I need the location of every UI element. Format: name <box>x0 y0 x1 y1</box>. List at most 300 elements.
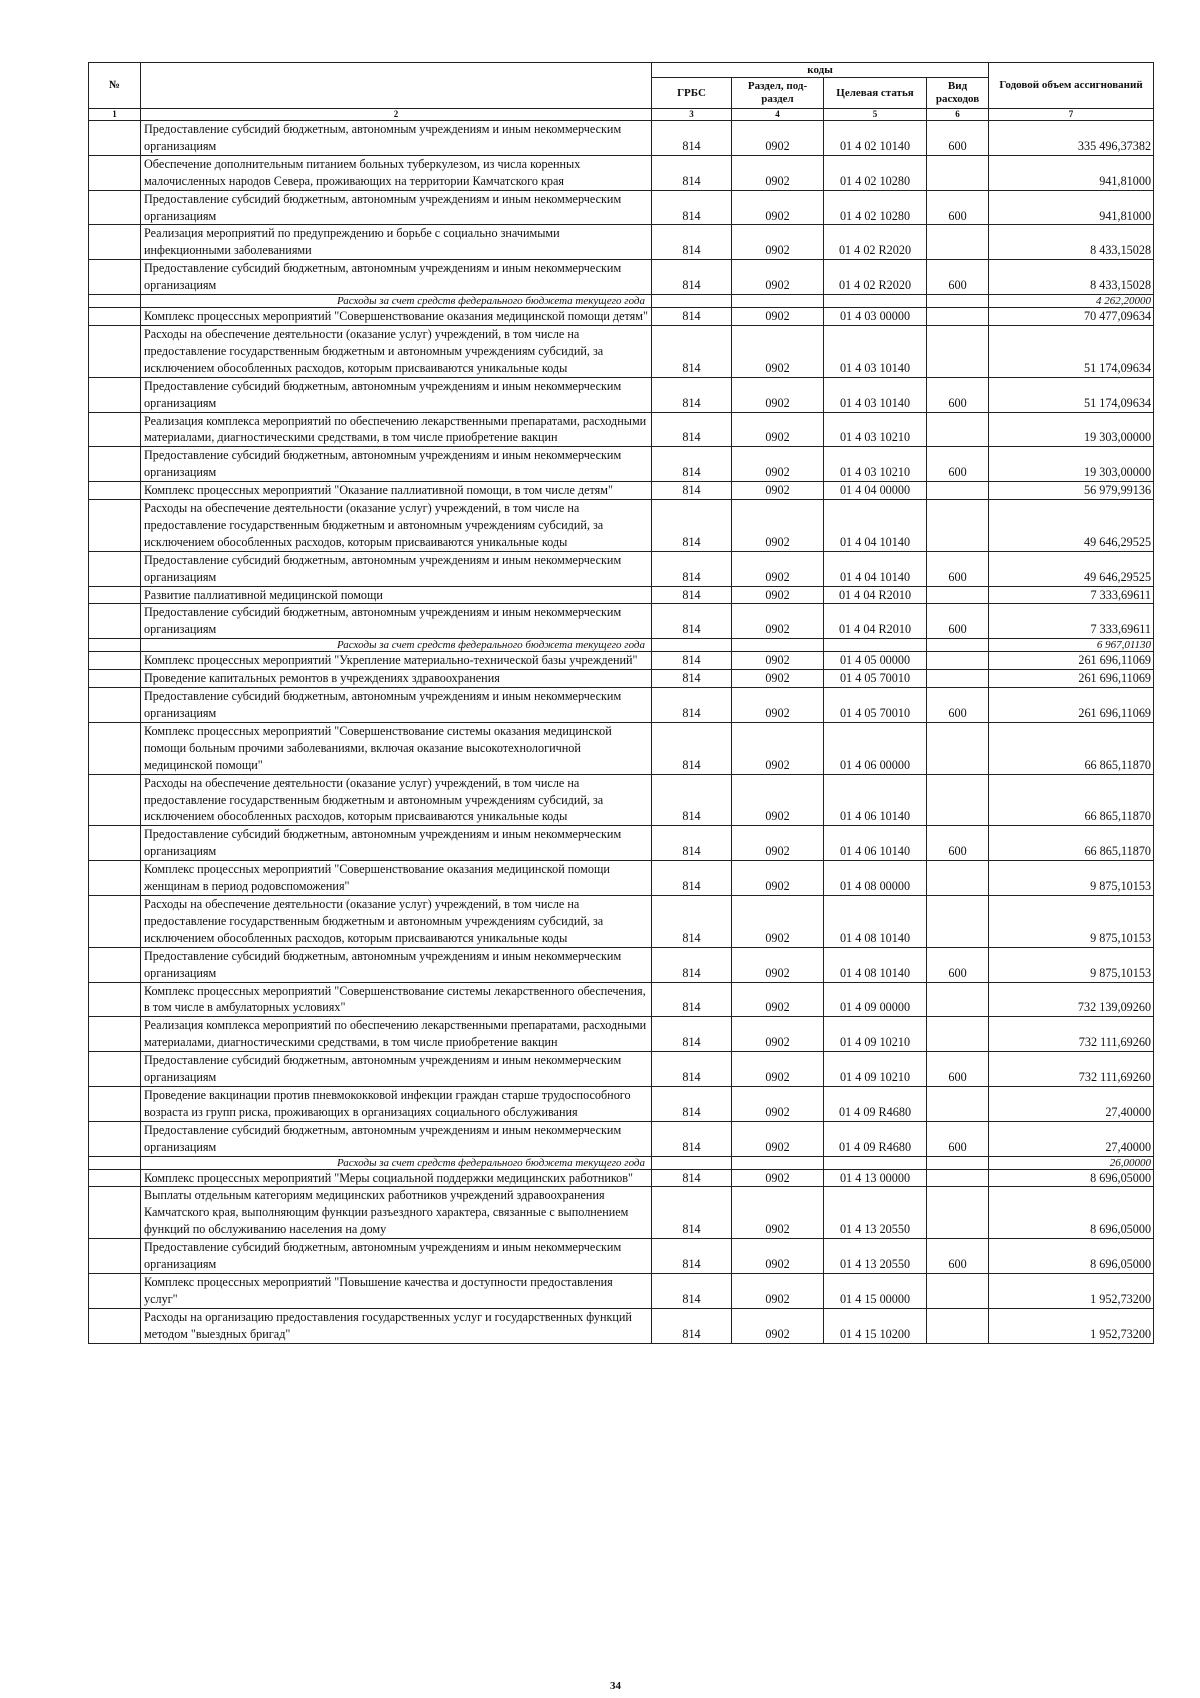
header-number: № <box>89 63 141 109</box>
target-article-cell: 01 4 08 10140 <box>824 895 927 947</box>
grbs-cell: 814 <box>652 500 732 552</box>
row-number-cell <box>89 826 141 861</box>
table-row <box>89 190 1154 225</box>
header-annual-volume: Годовой объем ассигнований <box>989 63 1154 109</box>
federal-budget-row <box>89 639 1154 652</box>
table-row <box>89 377 1154 412</box>
expense-type-cell <box>927 1274 989 1309</box>
expense-type-cell: 600 <box>927 447 989 482</box>
grbs-cell <box>652 295 732 308</box>
row-name-cell: Расходы на обеспечение деятельности (оказание услуг) учреждений, в том числе на предоставление государственным бюджетным и автономным учреждениям субсидий, за исключением обособленных расходов, которым присваиваются уникальные коды <box>141 774 652 826</box>
grbs-cell: 814 <box>652 688 732 723</box>
amount-cell: 9 875,10153 <box>989 895 1154 947</box>
expense-type-cell: 600 <box>927 1121 989 1156</box>
row-number-cell <box>89 895 141 947</box>
row-number-cell <box>89 412 141 447</box>
grbs-cell: 814 <box>652 1086 732 1121</box>
section-cell: 0902 <box>732 861 824 896</box>
header-expense-type: Вид расходов <box>927 78 989 109</box>
table-row <box>89 1187 1154 1239</box>
row-name-cell: Комплекс процессных мероприятий "Совершенствование системы оказания медицинской помощи больным прочими заболеваниями, включая оказание высокотехнологичной медицинской помощи" <box>141 722 652 774</box>
section-cell: 0902 <box>732 1086 824 1121</box>
grbs-cell: 814 <box>652 1239 732 1274</box>
expense-type-cell <box>927 722 989 774</box>
column-number: 5 <box>824 109 927 121</box>
table-row <box>89 500 1154 552</box>
grbs-cell <box>652 639 732 652</box>
expense-type-cell <box>927 225 989 260</box>
row-number-cell <box>89 155 141 190</box>
row-name-cell: Комплекс процессных мероприятий "Оказание паллиативной помощи, в том числе детям" <box>141 482 652 500</box>
expense-type-cell <box>927 861 989 896</box>
table-row <box>89 688 1154 723</box>
row-name-cell: Комплекс процессных мероприятий "Повышение качества и доступности предоставления услуг" <box>141 1274 652 1309</box>
row-number-cell <box>89 1086 141 1121</box>
target-article-cell: 01 4 04 R2010 <box>824 586 927 604</box>
target-article-cell: 01 4 04 00000 <box>824 482 927 500</box>
expense-type-cell <box>927 670 989 688</box>
target-article-cell: 01 4 09 10210 <box>824 1017 927 1052</box>
expense-type-cell: 600 <box>927 1239 989 1274</box>
row-number-cell <box>89 260 141 295</box>
table-row <box>89 260 1154 295</box>
section-cell: 0902 <box>732 947 824 982</box>
budget-table-sheet <box>88 62 1153 1344</box>
target-article-cell: 01 4 09 R4680 <box>824 1121 927 1156</box>
grbs-cell: 814 <box>652 377 732 412</box>
row-name-cell: Предоставление субсидий бюджетным, автономным учреждениям и иным некоммерческим организациям <box>141 826 652 861</box>
row-name-cell: Предоставление субсидий бюджетным, автономным учреждениям и иным некоммерческим организациям <box>141 377 652 412</box>
grbs-cell: 814 <box>652 260 732 295</box>
section-cell: 0902 <box>732 688 824 723</box>
grbs-cell: 814 <box>652 155 732 190</box>
amount-cell: 19 303,00000 <box>989 447 1154 482</box>
expense-type-cell <box>927 639 989 652</box>
row-name-cell: Предоставление субсидий бюджетным, автономным учреждениям и иным некоммерческим организациям <box>141 604 652 639</box>
row-name-cell: Реализация комплекса мероприятий по обеспечению лекарственными препаратами, расходными материалами, диагностическими средствами, в том числе приобретение вакцин <box>141 412 652 447</box>
section-cell: 0902 <box>732 308 824 326</box>
target-article-cell: 01 4 05 70010 <box>824 688 927 723</box>
expense-type-cell <box>927 295 989 308</box>
row-name-cell: Расходы на обеспечение деятельности (оказание услуг) учреждений, в том числе на предоставление государственным бюджетным и автономным учреждениям субсидий, за исключением обособленных расходов, которым присваиваются уникальные коды <box>141 895 652 947</box>
row-name-cell: Предоставление субсидий бюджетным, автономным учреждениям и иным некоммерческим организациям <box>141 1239 652 1274</box>
row-number-cell <box>89 652 141 670</box>
target-article-cell: 01 4 03 10210 <box>824 447 927 482</box>
target-article-cell <box>824 1156 927 1169</box>
grbs-cell: 814 <box>652 1274 732 1309</box>
section-cell: 0902 <box>732 447 824 482</box>
row-number-cell <box>89 670 141 688</box>
amount-cell: 261 696,11069 <box>989 688 1154 723</box>
expense-type-cell <box>927 1169 989 1187</box>
expense-type-cell <box>927 500 989 552</box>
target-article-cell: 01 4 13 20550 <box>824 1239 927 1274</box>
row-name-cell: Расходы на организацию предоставления государственных услуг и государственных функций методом "выездных бригад" <box>141 1308 652 1343</box>
row-number-cell <box>89 295 141 308</box>
amount-cell: 6 967,01130 <box>989 639 1154 652</box>
target-article-cell: 01 4 02 10280 <box>824 155 927 190</box>
amount-cell: 9 875,10153 <box>989 947 1154 982</box>
section-cell: 0902 <box>732 1239 824 1274</box>
grbs-cell: 814 <box>652 1052 732 1087</box>
section-cell: 0902 <box>732 586 824 604</box>
amount-cell: 335 496,37382 <box>989 121 1154 156</box>
row-number-cell <box>89 225 141 260</box>
row-name-cell: Комплекс процессных мероприятий "Совершенствование оказания медицинской помощи детям" <box>141 308 652 326</box>
target-article-cell: 01 4 09 10210 <box>824 1052 927 1087</box>
grbs-cell: 814 <box>652 1169 732 1187</box>
header-grbs: ГРБС <box>652 78 732 109</box>
amount-cell: 7 333,69611 <box>989 586 1154 604</box>
expense-type-cell: 600 <box>927 190 989 225</box>
target-article-cell: 01 4 08 00000 <box>824 861 927 896</box>
section-cell: 0902 <box>732 722 824 774</box>
row-number-cell <box>89 639 141 652</box>
section-cell: 0902 <box>732 190 824 225</box>
amount-cell: 941,81000 <box>989 190 1154 225</box>
section-cell: 0902 <box>732 652 824 670</box>
row-name-cell: Комплекс процессных мероприятий "Совершенствование системы лекарственного обеспечения, в том числе в амбулаторных условиях" <box>141 982 652 1017</box>
target-article-cell: 01 4 02 R2020 <box>824 260 927 295</box>
row-name-cell: Расходы за счет средств федерального бюджета текущего года <box>141 639 652 652</box>
expense-type-cell <box>927 652 989 670</box>
table-row <box>89 586 1154 604</box>
target-article-cell: 01 4 08 10140 <box>824 947 927 982</box>
section-cell: 0902 <box>732 225 824 260</box>
row-number-cell <box>89 551 141 586</box>
expense-type-cell <box>927 774 989 826</box>
expense-type-cell <box>927 482 989 500</box>
row-number-cell <box>89 500 141 552</box>
target-article-cell: 01 4 03 10210 <box>824 412 927 447</box>
amount-cell: 66 865,11870 <box>989 826 1154 861</box>
section-cell: 0902 <box>732 325 824 377</box>
table-body <box>89 121 1154 1344</box>
grbs-cell: 814 <box>652 447 732 482</box>
row-name-cell: Развитие паллиативной медицинской помощи <box>141 586 652 604</box>
row-number-cell <box>89 774 141 826</box>
amount-cell: 70 477,09634 <box>989 308 1154 326</box>
target-article-cell: 01 4 05 00000 <box>824 652 927 670</box>
expense-type-cell: 600 <box>927 1052 989 1087</box>
expense-type-cell <box>927 586 989 604</box>
grbs-cell: 814 <box>652 982 732 1017</box>
table-row <box>89 325 1154 377</box>
section-cell: 0902 <box>732 500 824 552</box>
grbs-cell: 814 <box>652 586 732 604</box>
row-number-cell <box>89 1308 141 1343</box>
row-number-cell <box>89 1156 141 1169</box>
target-article-cell: 01 4 04 10140 <box>824 551 927 586</box>
row-number-cell <box>89 1121 141 1156</box>
target-article-cell: 01 4 09 R4680 <box>824 1086 927 1121</box>
table-row <box>89 774 1154 826</box>
amount-cell: 8 696,05000 <box>989 1239 1154 1274</box>
amount-cell: 261 696,11069 <box>989 670 1154 688</box>
row-name-cell: Реализация комплекса мероприятий по обеспечению лекарственными препаратами, расходными материалами, диагностическими средствами, в том числе приобретение вакцин <box>141 1017 652 1052</box>
grbs-cell: 814 <box>652 774 732 826</box>
amount-cell: 1 952,73200 <box>989 1274 1154 1309</box>
row-name-cell: Предоставление субсидий бюджетным, автономным учреждениям и иным некоммерческим организациям <box>141 121 652 156</box>
row-name-cell: Комплекс процессных мероприятий "Меры социальной поддержки медицинских работников" <box>141 1169 652 1187</box>
expense-type-cell <box>927 982 989 1017</box>
expense-type-cell: 600 <box>927 121 989 156</box>
table-row <box>89 1169 1154 1187</box>
row-name-cell: Предоставление субсидий бюджетным, автономным учреждениям и иным некоммерческим организациям <box>141 190 652 225</box>
table-row <box>89 947 1154 982</box>
column-number: 4 <box>732 109 824 121</box>
grbs-cell: 814 <box>652 225 732 260</box>
section-cell: 0902 <box>732 604 824 639</box>
row-number-cell <box>89 190 141 225</box>
table-row <box>89 982 1154 1017</box>
grbs-cell: 814 <box>652 121 732 156</box>
expense-type-cell <box>927 1187 989 1239</box>
section-cell: 0902 <box>732 377 824 412</box>
row-number-cell <box>89 377 141 412</box>
section-cell: 0902 <box>732 155 824 190</box>
column-number: 2 <box>141 109 652 121</box>
grbs-cell: 814 <box>652 604 732 639</box>
grbs-cell: 814 <box>652 1308 732 1343</box>
target-article-cell: 01 4 06 10140 <box>824 826 927 861</box>
table-row <box>89 447 1154 482</box>
table-row <box>89 604 1154 639</box>
expense-type-cell <box>927 1017 989 1052</box>
row-number-cell <box>89 1052 141 1087</box>
row-number-cell <box>89 604 141 639</box>
column-number: 7 <box>989 109 1154 121</box>
amount-cell: 19 303,00000 <box>989 412 1154 447</box>
row-name-cell: Расходы за счет средств федерального бюджета текущего года <box>141 295 652 308</box>
amount-cell: 8 433,15028 <box>989 260 1154 295</box>
grbs-cell: 814 <box>652 861 732 896</box>
section-cell: 0902 <box>732 482 824 500</box>
row-number-cell <box>89 688 141 723</box>
grbs-cell: 814 <box>652 190 732 225</box>
amount-cell: 732 111,69260 <box>989 1052 1154 1087</box>
target-article-cell: 01 4 09 00000 <box>824 982 927 1017</box>
grbs-cell <box>652 1156 732 1169</box>
grbs-cell: 814 <box>652 551 732 586</box>
table-row <box>89 652 1154 670</box>
amount-cell: 49 646,29525 <box>989 500 1154 552</box>
target-article-cell: 01 4 15 00000 <box>824 1274 927 1309</box>
grbs-cell: 814 <box>652 652 732 670</box>
row-name-cell: Реализация мероприятий по предупреждению и борьбе с социально значимыми инфекционными заболеваниями <box>141 225 652 260</box>
target-article-cell: 01 4 06 10140 <box>824 774 927 826</box>
amount-cell: 8 433,15028 <box>989 225 1154 260</box>
section-cell <box>732 295 824 308</box>
expense-type-cell <box>927 325 989 377</box>
column-number: 6 <box>927 109 989 121</box>
table-row <box>89 1239 1154 1274</box>
amount-cell: 8 696,05000 <box>989 1187 1154 1239</box>
table-row <box>89 895 1154 947</box>
row-number-cell <box>89 447 141 482</box>
federal-budget-row <box>89 1156 1154 1169</box>
amount-cell: 49 646,29525 <box>989 551 1154 586</box>
amount-cell: 26,00000 <box>989 1156 1154 1169</box>
grbs-cell: 814 <box>652 1121 732 1156</box>
section-cell: 0902 <box>732 1169 824 1187</box>
grbs-cell: 814 <box>652 325 732 377</box>
amount-cell: 261 696,11069 <box>989 652 1154 670</box>
target-article-cell: 01 4 04 10140 <box>824 500 927 552</box>
grbs-cell: 814 <box>652 308 732 326</box>
row-name-cell: Проведение капитальных ремонтов в учреждениях здравоохранения <box>141 670 652 688</box>
expense-type-cell <box>927 1156 989 1169</box>
row-number-cell <box>89 121 141 156</box>
expense-type-cell: 600 <box>927 947 989 982</box>
row-name-cell: Комплекс процессных мероприятий "Укрепление материально-технической базы учреждений" <box>141 652 652 670</box>
row-number-cell <box>89 482 141 500</box>
column-number: 1 <box>89 109 141 121</box>
expense-type-cell: 600 <box>927 688 989 723</box>
row-number-cell <box>89 1169 141 1187</box>
target-article-cell: 01 4 15 10200 <box>824 1308 927 1343</box>
grbs-cell: 814 <box>652 826 732 861</box>
table-row <box>89 861 1154 896</box>
grbs-cell: 814 <box>652 670 732 688</box>
section-cell: 0902 <box>732 260 824 295</box>
table-row <box>89 1121 1154 1156</box>
expense-type-cell <box>927 1308 989 1343</box>
section-cell: 0902 <box>732 1187 824 1239</box>
table-row <box>89 308 1154 326</box>
section-cell: 0902 <box>732 1121 824 1156</box>
expense-type-cell <box>927 308 989 326</box>
section-cell: 0902 <box>732 1052 824 1087</box>
amount-cell: 732 111,69260 <box>989 1017 1154 1052</box>
target-article-cell: 01 4 13 20550 <box>824 1187 927 1239</box>
table-row <box>89 225 1154 260</box>
target-article-cell: 01 4 03 10140 <box>824 377 927 412</box>
page-number: 34 <box>610 1680 621 1692</box>
row-number-cell <box>89 1017 141 1052</box>
row-name-cell: Предоставление субсидий бюджетным, автономным учреждениям и иным некоммерческим организациям <box>141 1121 652 1156</box>
row-name-cell: Предоставление субсидий бюджетным, автономным учреждениям и иным некоммерческим организациям <box>141 1052 652 1087</box>
amount-cell: 732 139,09260 <box>989 982 1154 1017</box>
amount-cell: 66 865,11870 <box>989 722 1154 774</box>
amount-cell: 9 875,10153 <box>989 861 1154 896</box>
expense-type-cell: 600 <box>927 604 989 639</box>
budget-allocation-table <box>88 62 1154 1344</box>
row-name-cell: Расходы на обеспечение деятельности (оказание услуг) учреждений, в том числе на предоставление государственным бюджетным и автономным учреждениям субсидий, за исключением обособленных расходов, которым присваиваются уникальные коды <box>141 325 652 377</box>
target-article-cell <box>824 295 927 308</box>
section-cell: 0902 <box>732 670 824 688</box>
amount-cell: 27,40000 <box>989 1086 1154 1121</box>
row-number-cell <box>89 1239 141 1274</box>
header-target-article: Целевая статья <box>824 78 927 109</box>
row-name-cell: Предоставление субсидий бюджетным, автономным учреждениям и иным некоммерческим организациям <box>141 688 652 723</box>
row-name-cell: Проведение вакцинации против пневмококковой инфекции граждан старше трудоспособного возраста из групп риска, проживающих в организациях социального обслуживания <box>141 1086 652 1121</box>
table-row <box>89 1017 1154 1052</box>
amount-cell: 4 262,20000 <box>989 295 1154 308</box>
target-article-cell: 01 4 02 R2020 <box>824 225 927 260</box>
section-cell: 0902 <box>732 551 824 586</box>
amount-cell: 51 174,09634 <box>989 377 1154 412</box>
header-name <box>141 63 652 109</box>
amount-cell: 941,81000 <box>989 155 1154 190</box>
row-number-cell <box>89 1187 141 1239</box>
grbs-cell: 814 <box>652 895 732 947</box>
row-number-cell <box>89 1274 141 1309</box>
grbs-cell: 814 <box>652 722 732 774</box>
amount-cell: 1 952,73200 <box>989 1308 1154 1343</box>
row-number-cell <box>89 308 141 326</box>
row-name-cell: Предоставление субсидий бюджетным, автономным учреждениям и иным некоммерческим организациям <box>141 551 652 586</box>
row-number-cell <box>89 947 141 982</box>
table-row <box>89 1274 1154 1309</box>
section-cell: 0902 <box>732 895 824 947</box>
amount-cell: 56 979,99136 <box>989 482 1154 500</box>
amount-cell: 8 696,05000 <box>989 1169 1154 1187</box>
expense-type-cell <box>927 1086 989 1121</box>
federal-budget-row <box>89 295 1154 308</box>
grbs-cell: 814 <box>652 1187 732 1239</box>
table-row <box>89 1086 1154 1121</box>
expense-type-cell: 600 <box>927 260 989 295</box>
section-cell: 0902 <box>732 1274 824 1309</box>
section-cell: 0902 <box>732 774 824 826</box>
row-name-cell: Обеспечение дополнительным питанием больных туберкулезом, из числа коренных малочисленных народов Севера, проживающих на территории Камчатского края <box>141 155 652 190</box>
row-name-cell: Расходы за счет средств федерального бюджета текущего года <box>141 1156 652 1169</box>
header-codes: коды <box>652 63 989 78</box>
section-cell: 0902 <box>732 982 824 1017</box>
expense-type-cell <box>927 155 989 190</box>
target-article-cell: 01 4 03 00000 <box>824 308 927 326</box>
row-number-cell <box>89 325 141 377</box>
table-row <box>89 155 1154 190</box>
section-cell: 0902 <box>732 121 824 156</box>
table-row <box>89 412 1154 447</box>
column-number: 3 <box>652 109 732 121</box>
row-number-cell <box>89 586 141 604</box>
row-number-cell <box>89 861 141 896</box>
table-row <box>89 1052 1154 1087</box>
section-cell <box>732 639 824 652</box>
target-article-cell: 01 4 03 10140 <box>824 325 927 377</box>
table-row <box>89 826 1154 861</box>
section-cell: 0902 <box>732 1017 824 1052</box>
expense-type-cell <box>927 412 989 447</box>
expense-type-cell: 600 <box>927 377 989 412</box>
expense-type-cell <box>927 895 989 947</box>
amount-cell: 66 865,11870 <box>989 774 1154 826</box>
row-name-cell: Расходы на обеспечение деятельности (оказание услуг) учреждений, в том числе на предоставление государственным бюджетным и автономным учреждениям субсидий, за исключением обособленных расходов, которым присваиваются уникальные коды <box>141 500 652 552</box>
section-cell: 0902 <box>732 1308 824 1343</box>
target-article-cell: 01 4 04 R2010 <box>824 604 927 639</box>
section-cell: 0902 <box>732 412 824 447</box>
row-name-cell: Комплекс процессных мероприятий "Совершенствование оказания медицинской помощи женщинам в период родовспоможения" <box>141 861 652 896</box>
table-row <box>89 121 1154 156</box>
table-row <box>89 551 1154 586</box>
row-number-cell <box>89 722 141 774</box>
target-article-cell: 01 4 06 00000 <box>824 722 927 774</box>
row-number-cell <box>89 982 141 1017</box>
row-name-cell: Предоставление субсидий бюджетным, автономным учреждениям и иным некоммерческим организациям <box>141 947 652 982</box>
target-article-cell: 01 4 02 10140 <box>824 121 927 156</box>
section-cell: 0902 <box>732 826 824 861</box>
expense-type-cell: 600 <box>927 826 989 861</box>
table-row <box>89 1308 1154 1343</box>
grbs-cell: 814 <box>652 412 732 447</box>
grbs-cell: 814 <box>652 947 732 982</box>
table-row <box>89 482 1154 500</box>
section-cell <box>732 1156 824 1169</box>
grbs-cell: 814 <box>652 1017 732 1052</box>
